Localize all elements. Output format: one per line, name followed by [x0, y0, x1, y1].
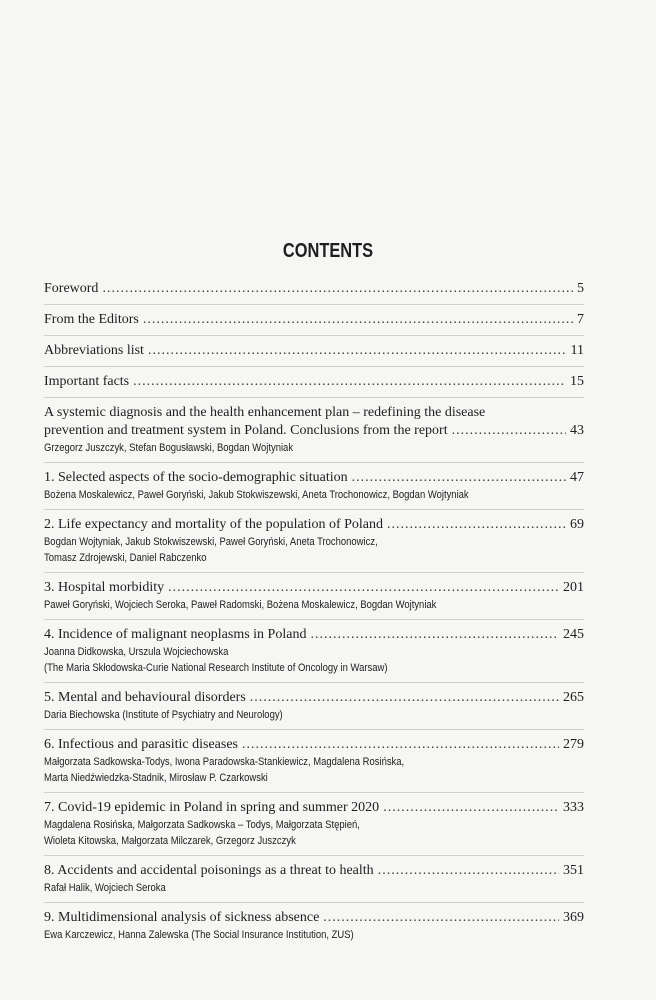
toc-entry-line: [44, 311, 584, 329]
toc-entry-authors: Ewa Karczewicz, Hanna Zalewska (The Social Insurance Institution, ZUS): [44, 929, 354, 941]
toc-entry-line: [44, 579, 584, 597]
toc-entry-authors: Tomasz Zdrojewski, Daniel Rabczenko: [44, 552, 207, 564]
toc-entry-page-number: 43: [570, 423, 584, 438]
toc-entry-title: 8. Accidents and accidental poisonings as a threat to health: [44, 863, 374, 878]
dot-leader: [102, 280, 573, 298]
toc-entry-page-number: 265: [563, 690, 584, 705]
toc-entry-title: 5. Mental and behavioural disorders: [44, 690, 246, 705]
toc-entry-authors: Wioleta Kitowska, Małgorzata Milczarek, Grzegorz Juszczyk: [44, 835, 296, 847]
toc-entry: [44, 793, 584, 856]
toc-entry-title: 6. Infectious and parasitic diseases: [44, 737, 238, 752]
toc-entry: [44, 730, 584, 793]
dot-leader: [323, 909, 559, 927]
toc-entry-page-number: 351: [563, 863, 584, 878]
toc-entry-title-line: A systemic diagnosis and the health enhancement plan – redefining the disease: [44, 405, 486, 420]
toc-entry-line: [44, 909, 584, 927]
toc-entry-page-number: 333: [563, 800, 584, 815]
toc-entry-authors: Grzegorz Juszczyk, Stefan Bogusławski, Bogdan Wojtyniak: [44, 442, 294, 454]
toc-entry-title: 1. Selected aspects of the socio-demographic situation: [44, 470, 348, 485]
toc-entry: [44, 305, 584, 336]
toc-entry: [44, 903, 584, 949]
toc-entry-title: From the Editors: [44, 312, 139, 327]
dot-leader: [148, 342, 567, 360]
dot-leader: [310, 626, 559, 644]
toc-entry-page-number: 69: [570, 517, 584, 532]
dot-leader: [352, 469, 566, 487]
toc-entry-authors: Rafał Halik, Wojciech Seroka: [44, 882, 166, 894]
toc-entry-authors: Bożena Moskalewicz, Paweł Goryński, Jakub Stokwiszewski, Aneta Trochonowicz, Bogdan Wojtyniak: [44, 489, 469, 501]
toc-entry-authors: Bogdan Wojtyniak, Jakub Stokwiszewski, Paweł Goryński, Aneta Trochonowicz,: [44, 536, 378, 548]
toc-entry-line: [44, 862, 584, 880]
toc-entry: [44, 274, 584, 305]
toc-entry-line: [44, 689, 584, 707]
toc-entry: [44, 463, 584, 510]
toc-entry-title: 2. Life expectancy and mortality of the population of Poland: [44, 517, 384, 532]
toc-entry-title: 3. Hospital morbidity: [44, 580, 165, 595]
toc-entry-authors: Daria Biechowska (Institute of Psychiatry and Neurology): [44, 709, 283, 721]
toc-entry: [44, 336, 584, 367]
dot-leader: [133, 373, 566, 391]
toc-entry-authors: Marta Niedźwiedzka-Stadnik, Mirosław P. Czarkowski: [44, 772, 268, 784]
contents-heading: CONTENTS: [282, 240, 374, 262]
toc-entry-authors: (The Maria Skłodowska-Curie National Research Institute of Oncology in Warsaw): [44, 662, 388, 674]
toc-entry: [44, 510, 584, 573]
toc-entry-line: [44, 373, 584, 391]
toc-entry-page-number: 5: [577, 281, 584, 296]
toc-entry-line: [44, 422, 584, 440]
toc-entry-page-number: 7: [577, 312, 584, 327]
toc-entry-page-number: 369: [563, 910, 584, 925]
toc-entry-title: 9. Multidimensional analysis of sickness absence: [44, 910, 320, 925]
dot-leader: [168, 579, 559, 597]
toc-entry: [44, 620, 584, 683]
toc-entry-line: [44, 736, 584, 754]
dot-leader: [452, 422, 566, 440]
toc-entry-line: [44, 626, 584, 644]
toc-entry: [44, 573, 584, 620]
dot-leader: [383, 799, 559, 817]
toc-entry-page-number: 11: [570, 343, 584, 358]
toc-entry: [44, 367, 584, 398]
toc-entry-line: [44, 469, 584, 487]
toc-entry-line: [44, 516, 584, 534]
toc-entry-title: 7. Covid-19 epidemic in Poland in spring and summer 2020: [44, 800, 380, 815]
toc-entry: [44, 683, 584, 730]
toc-entry-page-number: 15: [570, 374, 584, 389]
toc-entry-page-number: 47: [570, 470, 584, 485]
toc-entry-title: Important facts: [44, 374, 130, 389]
toc-entry: [44, 856, 584, 903]
toc-entry-line: [44, 799, 584, 817]
toc-entry-line: [44, 342, 584, 360]
toc-entry-authors: Magdalena Rosińska, Małgorzata Sadkowska – Todys, Małgorzata Stępień,: [44, 819, 360, 831]
toc-entry: [44, 398, 584, 463]
toc-entry-authors: Małgorzata Sadkowska-Todys, Iwona Paradowska-Stankiewicz, Magdalena Rosińska,: [44, 756, 405, 768]
toc-entry-line: [44, 280, 584, 298]
dot-leader: [250, 689, 559, 707]
dot-leader: [143, 311, 573, 329]
dot-leader: [242, 736, 559, 754]
toc-entry-title: Abbreviations list: [44, 343, 144, 358]
toc-entry-title: prevention and treatment system in Poland. Conclusions from the report: [44, 423, 448, 438]
toc-entry-title: 4. Incidence of malignant neoplasms in Poland: [44, 627, 307, 642]
toc-entry-authors: Paweł Goryński, Wojciech Seroka, Paweł Radomski, Bożena Moskalewicz, Bogdan Wojtyniak: [44, 599, 437, 611]
table-of-contents: [44, 274, 584, 949]
toc-entry-title: Foreword: [44, 281, 99, 296]
dot-leader: [387, 516, 566, 534]
dot-leader: [378, 862, 559, 880]
toc-entry-authors: Joanna Didkowska, Urszula Wojciechowska: [44, 646, 229, 658]
toc-entry-page-number: 201: [563, 580, 584, 595]
toc-entry-page-number: 279: [563, 737, 584, 752]
toc-entry-page-number: 245: [563, 627, 584, 642]
